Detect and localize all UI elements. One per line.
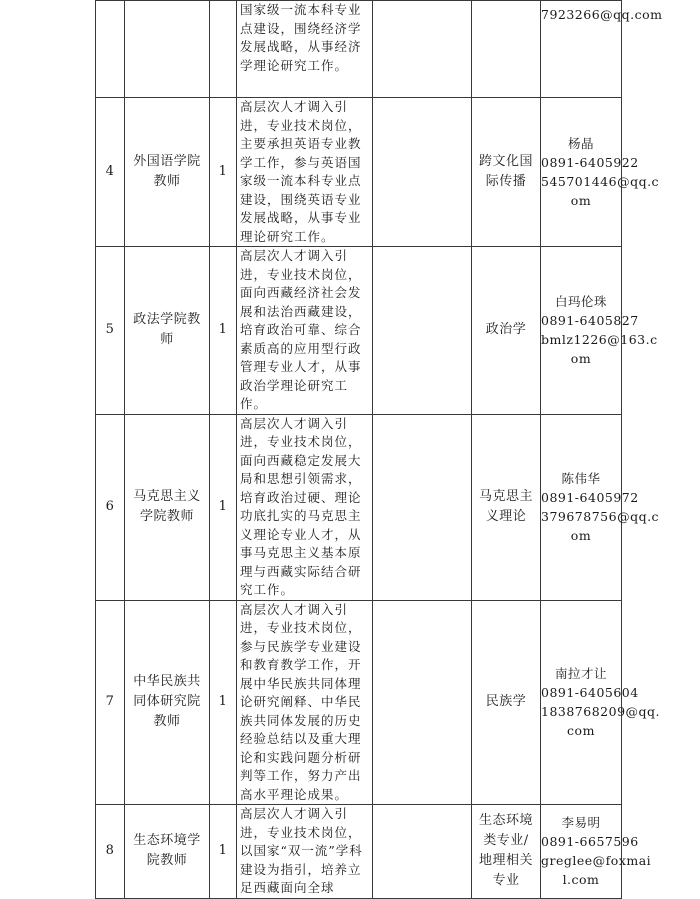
recruitment-table	[95, 0, 663, 899]
requirements-cell	[373, 98, 472, 247]
duty-cell: 高层次人才调入引进，专业技术岗位，以国家“双一流”学科建设为指引，培养立足西藏面向全球	[237, 805, 373, 899]
contact-phone: 0891-6405922	[541, 155, 639, 170]
contact-phone: 0891-6657596	[541, 834, 639, 850]
requirements-cell	[373, 247, 472, 415]
contact-email: 7923266@qq.com	[541, 7, 663, 22]
contact-phone: 0891-6405827	[541, 313, 639, 329]
duty-cell: 国家级一流本科专业点建设，围绕经济学发展战略，从事经济学理论研究工作。	[237, 1, 373, 98]
contact-email: 1838768209@qq.	[541, 704, 661, 720]
requirements-cell	[373, 805, 472, 899]
unit-cell: 马克思主义学院教师	[125, 414, 210, 600]
requirements-cell	[373, 600, 472, 805]
duty-cell: 高层次人才调入引进，专业技术岗位，面向西藏经济社会发展和法治西藏建设，培育政治可靠、综合素质高的应用型行政管理专业人才，从事政治学理论研究工作。	[237, 247, 373, 415]
duty-cell: 高层次人才调入引进，专业技术岗位，面向西藏稳定发展大局和思想引领需求，培育政治过硬、理论功底扎实的马克思主义理论专业人才，从事马克思主义基本原理与西藏实际结合研究工作。	[237, 414, 373, 600]
table-row	[96, 247, 622, 415]
contact-phone: 0891-6405604	[541, 685, 639, 701]
major-cell: 民族学	[472, 600, 541, 805]
requirements-cell	[373, 414, 472, 600]
contact-name: 杨晶	[567, 136, 594, 151]
row-number-cell	[96, 1, 125, 98]
row-number-cell: 6	[96, 414, 125, 600]
headcount-cell: 1	[210, 247, 237, 415]
duty-cell: 高层次人才调入引进，专业技术岗位，主要承担英语专业教学工作，参与英语国家级一流本科专业点建设，围绕英语专业发展战略，从事专业理论研究工作。	[237, 98, 373, 247]
contact-email-continued: l.com	[562, 872, 600, 888]
contact-email: bmlz1226@163.c	[541, 332, 658, 348]
major-cell: 跨文化国际传播	[472, 98, 541, 247]
contact-email: 379678756@qq.c	[541, 509, 660, 524]
table-row	[96, 805, 622, 899]
contact-name: 白玛伦珠	[554, 294, 607, 310]
unit-cell: 外国语学院教师	[125, 98, 210, 247]
contact-cell	[541, 98, 660, 247]
unit-cell: 生态环境学院教师	[125, 805, 210, 899]
row-number-cell: 7	[96, 600, 125, 805]
headcount-cell	[210, 1, 237, 98]
document-page	[95, 0, 663, 899]
contact-cell	[541, 600, 661, 805]
headcount-cell: 1	[210, 805, 237, 899]
contact-email-continued: com	[567, 723, 595, 739]
major-cell: 政治学	[472, 247, 541, 415]
unit-cell	[125, 1, 210, 98]
duty-cell: 高层次人才调入引进，专业技术岗位，参与民族学专业建设和教育教学工作，开展中华民族共同体理论研究阐释、中华民族共同体发展的历史经验总结以及重大理论和实践问题分析研判等工作，努力产出高水平理论成果。	[237, 600, 373, 805]
major-cell: 生态环境类专业/地理相关专业	[472, 805, 541, 899]
contact-email: greglee@foxmai	[541, 853, 652, 869]
table-row	[96, 600, 622, 805]
row-number-cell: 4	[96, 98, 125, 247]
major-cell	[472, 1, 541, 98]
table-row	[96, 98, 622, 247]
major-cell: 马克思主义理论	[472, 414, 541, 600]
table-row	[96, 414, 622, 600]
contact-email-continued: om	[570, 193, 592, 208]
contact-phone: 0891-6405972	[541, 490, 639, 505]
contact-name: 李易明	[561, 815, 601, 831]
contact-cell	[541, 247, 658, 415]
headcount-cell: 1	[210, 414, 237, 600]
row-number-cell: 5	[96, 247, 125, 415]
contact-cell	[541, 414, 660, 600]
contact-cell	[541, 805, 652, 899]
contact-email: 545701446@qq.c	[541, 174, 660, 189]
headcount-cell: 1	[210, 600, 237, 805]
unit-cell: 政法学院教师	[125, 247, 210, 415]
contact-name: 陈伟华	[561, 471, 601, 486]
unit-cell: 中华民族共同体研究院教师	[125, 600, 210, 805]
contact-cell	[541, 1, 663, 98]
requirements-cell	[373, 1, 472, 98]
row-number-cell: 8	[96, 805, 125, 899]
headcount-cell: 1	[210, 98, 237, 247]
contact-email-continued: om	[570, 528, 592, 543]
table-row	[96, 1, 622, 98]
contact-email-continued: om	[570, 351, 592, 367]
contact-name: 南拉才让	[554, 666, 607, 682]
